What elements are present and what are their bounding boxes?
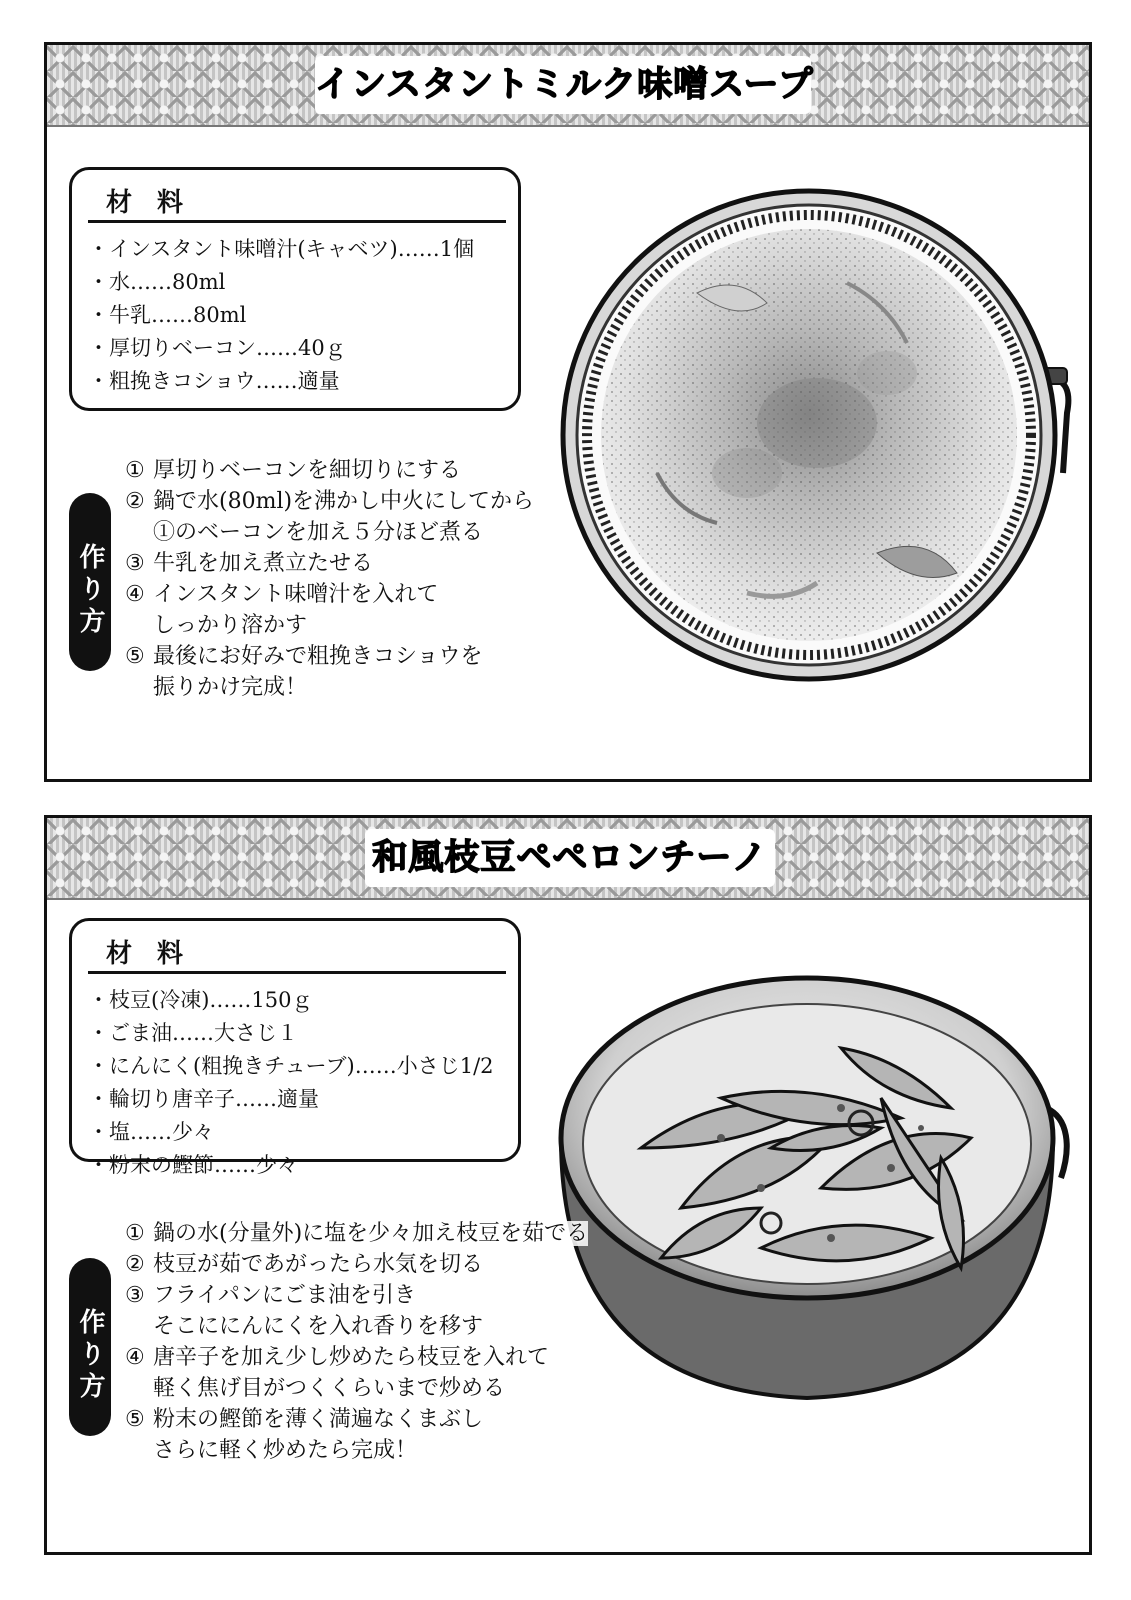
step-text: 鍋の水(分量外)に塩を少々加え枝豆を茹でる — [153, 1221, 589, 1246]
ingredients-box — [69, 918, 521, 1177]
soup-bowl-illustration — [547, 173, 1072, 693]
method-steps — [125, 455, 534, 703]
step-text: 唐辛子を加え少し炒めたら枝豆を入れて — [153, 1345, 550, 1370]
edamame-bowl-illustration — [541, 948, 1073, 1418]
step-number: ③ — [125, 1283, 145, 1308]
step-continuation — [125, 1373, 588, 1404]
ingredients-heading: 材 料 — [106, 939, 192, 969]
recipe-card-edamame-peperoncino — [44, 815, 1092, 1555]
ingredient-item: ・塩……少々 — [88, 1120, 214, 1144]
method-label: 作り方 — [69, 493, 111, 671]
step-continuation — [125, 1435, 588, 1466]
step-text: 軽く焦げ目がつくくらいまで炒める — [153, 1376, 506, 1401]
step-continuation — [125, 610, 534, 641]
step-number: ② — [125, 489, 145, 514]
step-item — [125, 455, 534, 486]
ingredient-item: ・にんにく(粗挽きチューブ)……小さじ1/2 — [88, 1054, 494, 1078]
step-item — [125, 1342, 588, 1373]
step-item — [125, 641, 534, 672]
step-number: ① — [125, 1221, 145, 1246]
step-text: しっかり溶かす — [153, 613, 308, 638]
step-item — [125, 1218, 588, 1249]
ingredient-item: ・厚切りベーコン……40ｇ — [88, 336, 346, 360]
step-item — [125, 1249, 588, 1280]
method-label: 作り方 — [69, 1258, 111, 1436]
recipe-title: 和風枝豆ペペロンチーノ — [365, 829, 775, 887]
step-text: さらに軽く炒めたら完成！ — [153, 1438, 418, 1463]
step-continuation — [125, 517, 534, 548]
step-text: 最後にお好みで粗挽きコショウを — [153, 644, 483, 669]
step-item — [125, 486, 534, 517]
step-text: 牛乳を加え煮立たせる — [153, 551, 374, 576]
ingredient-item: ・輪切り唐辛子……適量 — [88, 1087, 319, 1111]
step-continuation — [125, 672, 534, 703]
step-text: 鍋で水(80ml)を沸かし中火にしてから — [153, 489, 535, 514]
recipe-title: インスタントミルク味噌スープ — [315, 56, 811, 114]
title-banner — [47, 818, 1089, 900]
step-text: 粉末の鰹節を薄く満遍なくまぶし — [153, 1407, 484, 1432]
step-text: インスタント味噌汁を入れて — [153, 582, 439, 607]
ingredient-item: ・粗挽きコショウ……適量 — [88, 369, 340, 393]
step-text: 振りかけ完成！ — [153, 675, 308, 700]
ingredients-list — [88, 984, 518, 1182]
recipe-card-milk-miso-soup — [44, 42, 1092, 782]
step-item — [125, 579, 534, 610]
step-text: フライパンにごま油を引き — [153, 1283, 416, 1308]
step-item — [125, 1280, 588, 1311]
ingredients-divider — [88, 220, 506, 223]
ingredients-divider — [88, 971, 506, 974]
ingredients-heading: 材 料 — [106, 188, 192, 218]
step-continuation — [125, 1311, 588, 1342]
step-item — [125, 548, 534, 579]
title-banner — [47, 45, 1089, 127]
step-number: ① — [125, 458, 145, 483]
step-item — [125, 1404, 588, 1435]
ingredient-item: ・枝豆(冷凍)……150ｇ — [88, 988, 313, 1012]
step-number: ⑤ — [125, 644, 145, 669]
step-text: ①のベーコンを加え５分ほど煮る — [153, 520, 484, 545]
step-text: そこににんにくを入れ香りを移す — [153, 1314, 484, 1339]
ingredient-item: ・牛乳……80ml — [88, 303, 247, 327]
ingredient-item: ・水……80ml — [88, 270, 226, 294]
step-number: ③ — [125, 551, 145, 576]
step-number: ④ — [125, 1345, 145, 1370]
method-steps — [125, 1218, 588, 1466]
step-number: ④ — [125, 582, 145, 607]
ingredients-box — [69, 167, 521, 411]
step-text: 厚切りベーコンを細切りにする — [153, 458, 462, 483]
step-number: ② — [125, 1252, 145, 1277]
step-number: ⑤ — [125, 1407, 145, 1432]
ingredients-list — [88, 233, 518, 398]
ingredient-item: ・ごま油……大さじ１ — [88, 1021, 298, 1045]
step-text: 枝豆が茹であがったら水気を切る — [153, 1252, 484, 1277]
ingredient-item: ・インスタント味噌汁(キャベツ)……1個 — [88, 237, 475, 261]
ingredient-item: ・粉末の鰹節……少々 — [88, 1153, 298, 1177]
